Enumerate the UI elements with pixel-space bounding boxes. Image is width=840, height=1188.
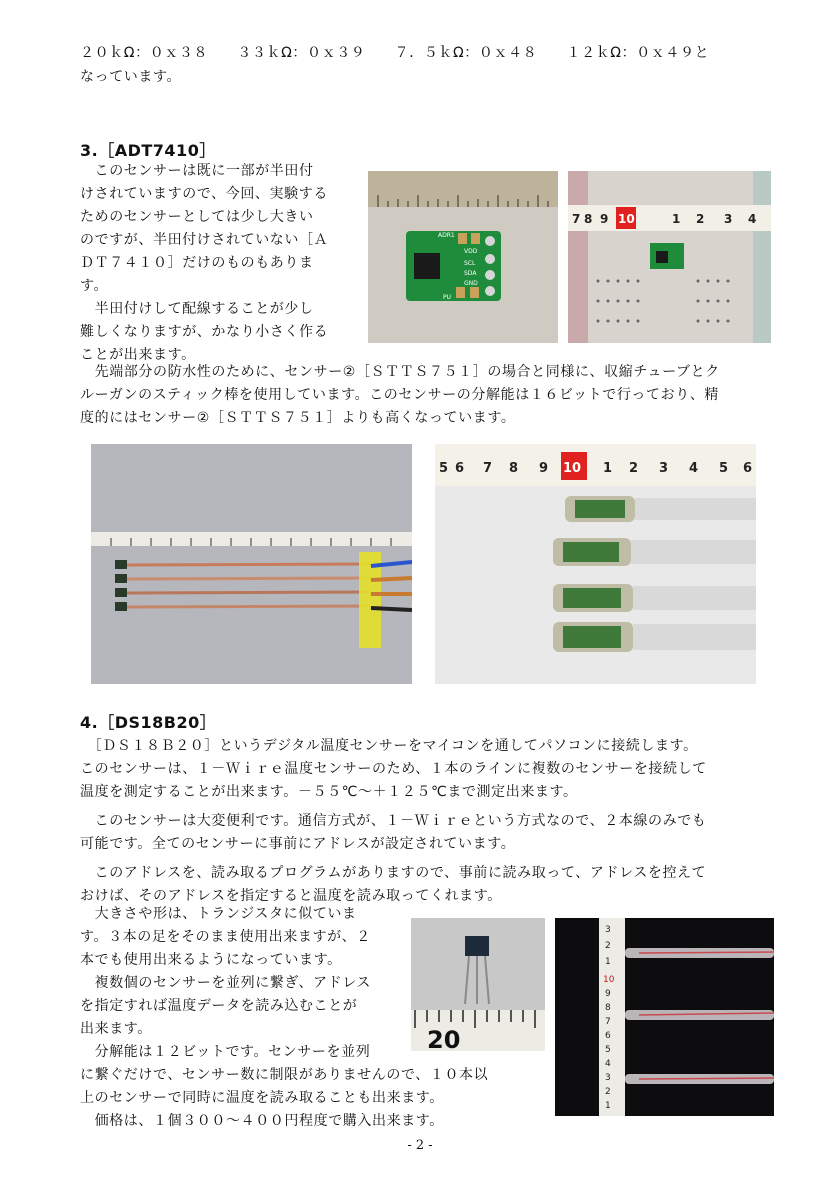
ruler-label-2: 2 xyxy=(696,212,705,226)
intro-line-1: ２０ｋΩ：０ｘ３８ ３３ｋΩ：０ｘ３９ ７．５ｋΩ：０ｘ４８ １２ｋΩ：０ｘ４９と xyxy=(80,45,710,61)
ds18b20-sensor-photo xyxy=(411,918,545,1051)
section-3-waterproof-text xyxy=(80,361,780,430)
s3-p1-l2: けされていますので、今回、実験する xyxy=(80,186,328,202)
s4-p5-l3: 出来ます。 xyxy=(80,1021,152,1037)
ds18b20-probes-photo xyxy=(555,918,774,1116)
intro-line-2: なっています。 xyxy=(80,69,182,85)
section-3-intro-text xyxy=(80,160,365,367)
wide-ruler-1: 1 xyxy=(603,461,613,476)
s4-p7: 価格は、１個３００～４００円程度で購入出来ます。 xyxy=(80,1113,444,1129)
section-4-heading: 4.［DS18B20］ xyxy=(80,713,217,732)
vruler-9: 9 xyxy=(605,989,611,999)
wired-sensors-photo xyxy=(91,444,412,684)
s3-p1-l4: のですが、半田付けされていない［Ａ xyxy=(80,232,329,248)
wide-ruler-6: 6 xyxy=(455,461,465,476)
board-label-scl: SCL xyxy=(464,260,476,267)
s4-p1-l2: このセンサーは、１－Ｗｉｒｅ温度センサーのため、１本のラインに複数のセンサーを接続して xyxy=(80,761,707,777)
board-label-gnd: GND xyxy=(464,280,478,287)
wide-ruler-9: 9 xyxy=(539,461,549,476)
board-label-pu: PU xyxy=(443,294,452,301)
section-4-description xyxy=(80,735,780,908)
vruler-3b: 3 xyxy=(605,925,611,935)
vruler-7: 7 xyxy=(605,1017,611,1027)
vruler-6: 6 xyxy=(605,1031,611,1041)
s3-p3-l2: ルーガンのスティック棒を使用しています。このセンサーの分解能は１６ビットで行っており、精 xyxy=(80,387,720,403)
vruler-1b: 1 xyxy=(605,957,611,967)
wide-ruler-10: 10 xyxy=(563,461,582,476)
ruler-label-4: 4 xyxy=(748,212,757,226)
small-ruler-label: 20 xyxy=(427,1026,461,1051)
vruler-4: 4 xyxy=(605,1059,611,1069)
ruler-label-3: 3 xyxy=(724,212,733,226)
wide-ruler-8: 8 xyxy=(509,461,519,476)
breadboard-ruler-photo xyxy=(568,171,771,343)
board-label-addr: ADR1 xyxy=(438,232,455,239)
s4-p6-l3: 上のセンサーで同時に温度を読み取ることも出来ます。 xyxy=(80,1090,444,1106)
s4-p6-l2: に繋ぐだけで、センサー数に制限がありませんので、１０本以 xyxy=(80,1067,489,1083)
s3-p2-l2: 難しくなりますが、かなり小さく作る xyxy=(80,324,329,340)
s3-p1-l1: このセンサーは既に一部が半田付 xyxy=(80,163,314,179)
ruler-label-10: 10 xyxy=(618,212,635,226)
s3-p2-l3: ことが出来ます。 xyxy=(80,347,196,363)
vruler-10: 10 xyxy=(603,975,615,985)
adt7410-board-photo xyxy=(368,171,558,343)
vruler-8: 8 xyxy=(605,1003,611,1013)
vruler-3: 3 xyxy=(605,1073,611,1083)
s4-p1-l3: 温度を測定することが出来ます。－５５℃～＋１２５℃まで測定出来ます。 xyxy=(80,784,578,800)
board-label-vdd: VDD xyxy=(464,248,478,255)
sensor-tips-photo xyxy=(435,444,756,684)
wide-ruler-4: 4 xyxy=(689,461,699,476)
s3-p3-l1: 先端部分の防水性のために、センサー②［ＳＴＴＳ７５１］の場合と同様に、収縮チューブとク xyxy=(80,364,720,380)
vruler-5: 5 xyxy=(605,1045,611,1055)
board-label-sda: SDA xyxy=(464,270,477,277)
s4-p4-l2: す。３本の足をそのまま使用出来ますが、２ xyxy=(80,929,371,945)
s4-p2-l1: このセンサーは大変便利です。通信方式が、１－Ｗｉｒｅという方式なので、２本線のみでも xyxy=(80,813,707,829)
wide-ruler-7: 7 xyxy=(483,461,493,476)
s4-p3-l1: このアドレスを、読み取るプログラムがありますので、事前に読み取って、アドレスを控えて xyxy=(80,865,707,881)
section-3-heading: 3.［ADT7410］ xyxy=(80,141,216,160)
s4-p5-l1: 複数個のセンサーを並列に繋ぎ、アドレス xyxy=(80,975,372,991)
s4-p4-l3: 本でも使用出来るようになっています。 xyxy=(80,952,342,968)
s4-p1-l1: ［ＤＳ１８Ｂ２０］というデジタル温度センサーをマイコンを通してパソコンに接続します。 xyxy=(80,738,698,754)
vruler-2b: 2 xyxy=(605,941,611,951)
s3-p1-l3: ためのセンサーとしては少し大きい xyxy=(80,209,314,225)
ruler-label-7: 7 xyxy=(572,212,581,226)
wide-ruler-2: 2 xyxy=(629,461,639,476)
s3-p2-l1: 半田付けして配線することが少し xyxy=(80,301,314,317)
s3-p1-l6: す。 xyxy=(80,278,109,294)
s4-p3-l2: おけば、そのアドレスを指定すると温度を読み取ってくれます。 xyxy=(80,888,502,904)
s4-p5-l2: を指定すれば温度データを読み込むことが xyxy=(80,998,358,1014)
ruler-label-1: 1 xyxy=(672,212,681,226)
s4-p4-l1: 大きさや形は、トランジスタに似ていま xyxy=(80,906,357,922)
wide-ruler-3: 3 xyxy=(659,461,669,476)
vruler-2: 2 xyxy=(605,1087,611,1097)
s3-p3-l3: 度的にはセンサー②［ＳＴＴＳ７５１］よりも高くなっています。 xyxy=(80,410,516,426)
vruler-1: 1 xyxy=(605,1101,611,1111)
wide-ruler-6b: 6 xyxy=(743,461,753,476)
s4-p6-l1: 分解能は１２ビットです。センサーを並列 xyxy=(80,1044,371,1060)
wide-ruler-5: 5 xyxy=(439,461,449,476)
page-number: - 2 - xyxy=(407,1138,433,1153)
s3-p1-l5: ＤＴ７４１０］だけのものもありま xyxy=(80,255,314,271)
wide-ruler-5b: 5 xyxy=(719,461,729,476)
ruler-label-9: 9 xyxy=(600,212,609,226)
s4-p2-l2: 可能です。全てのセンサーに事前にアドレスが設定されています。 xyxy=(80,836,516,852)
ruler-label-8: 8 xyxy=(584,212,593,226)
